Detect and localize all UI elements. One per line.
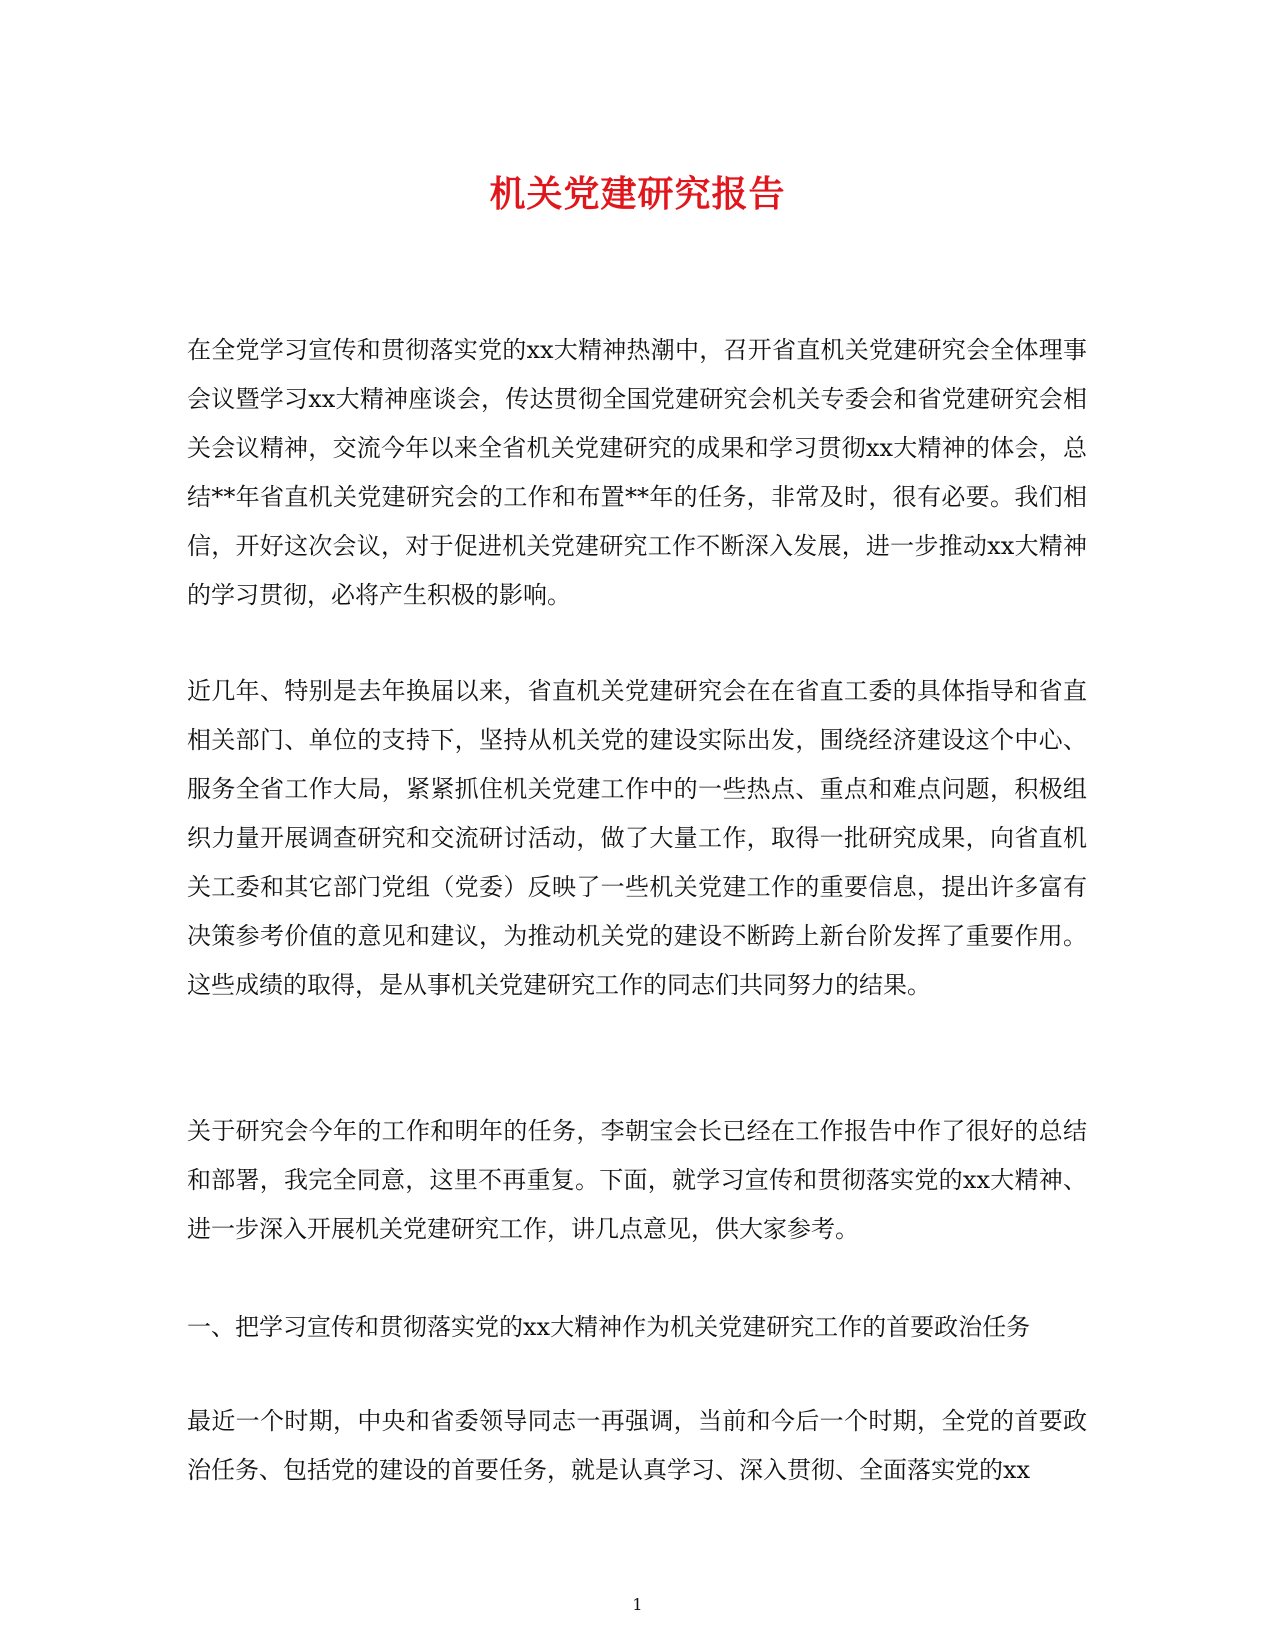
document-title: 机关党建研究报告	[489, 173, 786, 215]
page-number: 1	[632, 1595, 643, 1614]
paragraph-section-1: 最近一个时期，中央和省委领导同志一再强调，当前和今后一个时期，全党的首要政治任务、包括党的建设的首要任务，就是认真学习、深入贯彻、全面落实党的xx	[187, 1407, 1087, 1484]
paragraph-intro: 在全党学习宣传和贯彻落实党的xx大精神热潮中，召开省直机关党建研究会全体理事会议暨学习xx大精神座谈会，传达贯彻全国党建研究会机关专委会和省党建研究会相关会议精神，交流今年以来全省机关党建研究的成果和学习贯彻xx大精神的体会，总结**年省直机关党建研究会的工作和布置**年的任务，非常及时，很有必要。我们相信，开好这次会议，对于促进机关党建研究工作不断深入发展，进一步推动xx大精神的学习贯彻，必将产生积极的影响。	[187, 336, 1087, 609]
paragraph-tasks: 关于研究会今年的工作和明年的任务，李朝宝会长已经在工作报告中作了很好的总结和部署，我完全同意，这里不再重复。下面，就学习宣传和贯彻落实党的xx大精神、进一步深入开展机关党建研究工作，讲几点意见，供大家参考。	[187, 1117, 1087, 1243]
paragraph-achievements: 近几年、特别是去年换届以来，省直机关党建研究会在在省直工委的具体指导和省直相关部门、单位的支持下，坚持从机关党的建设实际出发，围绕经济建设这个中心、服务全省工作大局，紧紧抓住机关党建工作中的一些热点、重点和难点问题，积极组织力量开展调查研究和交流研讨活动，做了大量工作，取得一批研究成果，向省直机关工委和其它部门党组（党委）反映了一些机关党建工作的重要信息，提出许多富有决策参考价值的意见和建议，为推动机关党的建设不断跨上新台阶发挥了重要作用。这些成绩的取得，是从事机关党建研究工作的同志们共同努力的结果。	[187, 677, 1087, 999]
section-heading-1: 一、把学习宣传和贯彻落实党的xx大精神作为机关党建研究工作的首要政治任务	[187, 1313, 1031, 1341]
